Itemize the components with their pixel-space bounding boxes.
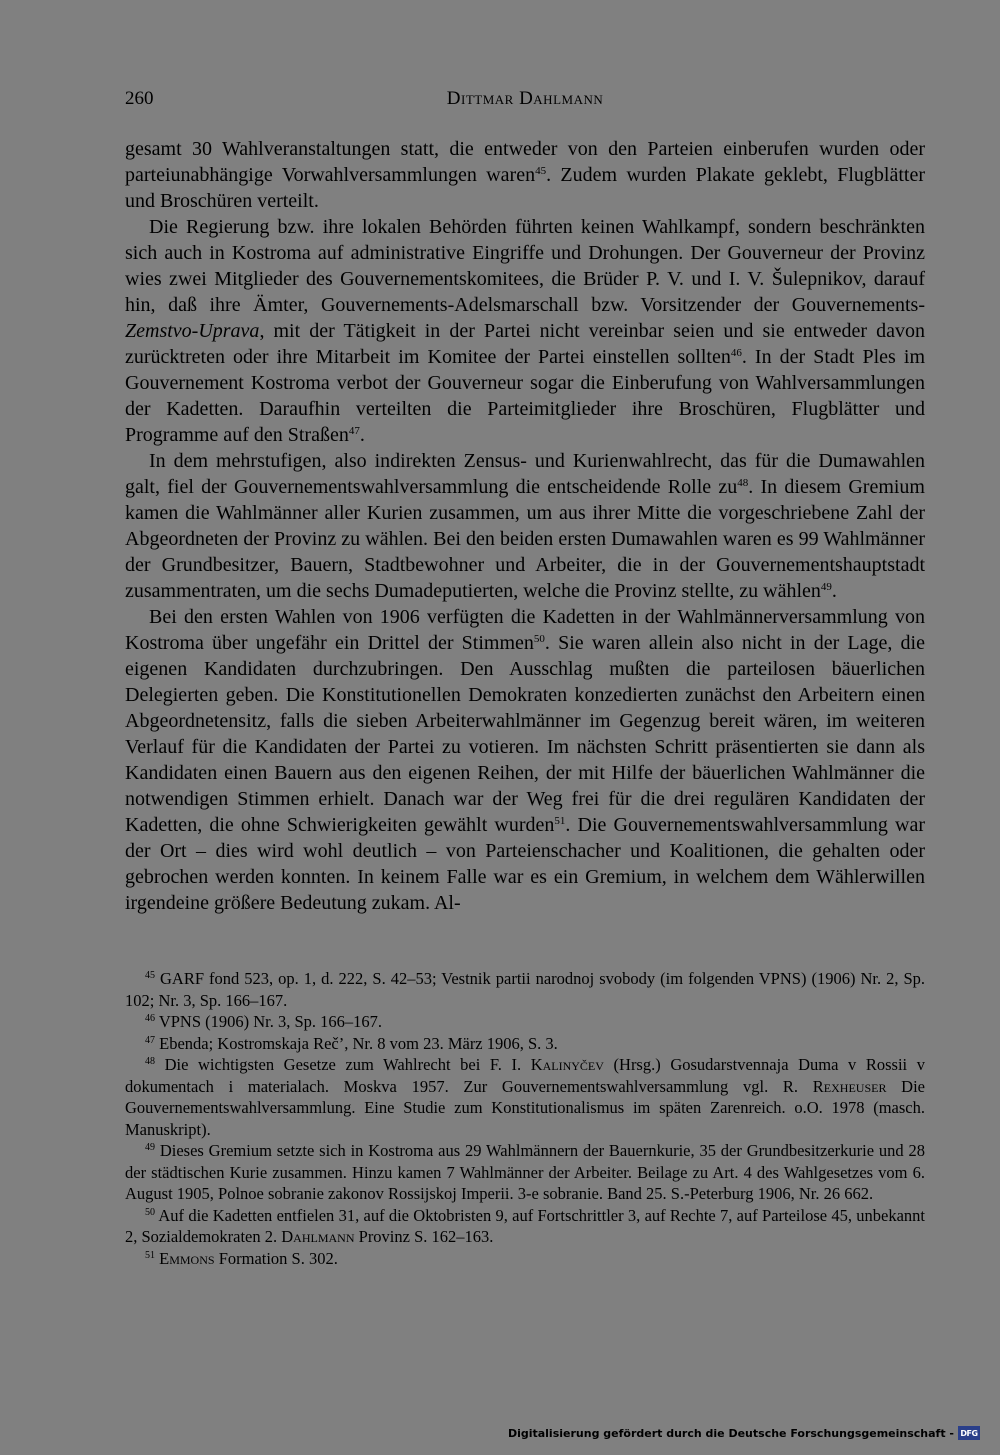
footnote-51: $^{51}$ Emmons Formation S. 302. <box>145 1248 338 1268</box>
footnote-48: $^{48}$ Die wichtigsten Gesetze zum Wahlrecht bei F. I. Kalinyčev (Hrsg.) Gosudarstvennaja Duma v Rossii v dokumentach i materialach. Moskva 1957. Zur Gouvernementswahlversammlung vgl. R. Rexheuser Die Gouvernementswahlversammlung. Eine Studie zum Konstitutionalismus im späten Zarenreich. o.O. 1978 (masch. Manuskript). <box>125 1055 925 1139</box>
footnotes <box>125 968 925 1269</box>
paragraph-1: gesamt 30 Wahlveranstaltungen statt, die entweder von den Parteien einberufen wurden oder parteiunabhängige Vorwahlversammlungen waren$^{45}$. Zudem wurden Plakate geklebt, Flugblätter und Broschüren verteilt. <box>125 138 925 212</box>
credit-text: Digitalisierung gefördert durch die Deutsche Forschungsgemeinschaft - <box>507 1426 954 1440</box>
footnote-ref-47[interactable]: 47 <box>348 425 360 437</box>
dfg-logo: DFG <box>958 1426 980 1440</box>
paragraph-4: Bei den ersten Wahlen von 1906 verfügten die Kadetten in der Wahlmännerversammlung von Kostroma über ungefähr ein Drittel der Stimmen$^{50}$. Sie waren allein also nicht in der Lage, die eigenen Kandidaten durchzubringen. Den Ausschlag mußten die parteilosen bäuerlichen Delegierten geben. Die Konstitutionellen Demokraten konzedierten zunächst den Arbeitern einen Abgeordnetensitz, falls die sieben Arbeiterwahlmänner im Gegenzug bereit wären, im weiteren Verlauf für die Kandidaten der Partei zu votieren. Im nächsten Schritt präsentierten sie dann als Kandidaten einen Bauern aus den eigenen Reihen, der mit Hilfe der bäuerlichen Wahlmänner die notwendigen Stimmen erhielt. Danach war der Weg frei für die drei regulären Kandidaten der Kadetten, die ohne Schwierigkeiten gewählt wurden$^{51}$. Die Gouvernementswahlversammlung war der Ort – dies wird wohl deutlich – von Parteienschacher und Koalitionen, die gehalten oder gebrochen werden konnten. In keinem Falle war es ein Gremium, in welchem dem Wählerwillen irgendeine größere Bedeutung zukam. Al- <box>125 606 926 914</box>
paragraph-2: Die Regierung bzw. ihre lokalen Behörden führten keinen Wahlkampf, sondern beschränkten sich auch in Kostroma auf administrative Eingriffe und Drohungen. Der Gouverneur der Provinz wies zwei Mitglieder des Gouvernementskomitees, die Brüder P. V. und I. V. Šulepnikov, darauf hin, daß ihre Ämter, Gouvernements-Adelsmarschall bzw. Vorsitzender der Gouvernements-Zemstvo-Uprava, mit der Tätigkeit in der Partei nicht vereinbar seien und sie entweder davon zurücktreten oder ihre Mitarbeit im Komitee der Partei einstellen sollten$^{46}$. In der Stadt Ples im Gouvernement Kostroma verbot der Gouverneur sogar die Einberufung von Wahlversammlungen der Kadetten. Daraufhin verteilten die Parteimitglieder ihre Broschüren, Flugblätter und Programme auf den Straßen$^{47}$. <box>125 216 925 446</box>
footnote-49: $^{49}$ Dieses Gremium setzte sich in Kostroma aus 29 Wahlmännern der Bauernkurie, 35 der Grundbesitzerkurie und 28 der städtischen Kurie zusammen. Hinzu kamen 7 Wahlmänner der Arbeiter. Beilage zu Art. 4 des Wahlgesetzes vom 6. August 1905, Polnoe sobranie zakonov Rossijskoj Imperii. 3-e sobranie. Band 25. S.-Peterburg 1906, Nr. 26 662. <box>125 1141 925 1203</box>
footnote-ref-48[interactable]: 48 <box>737 477 749 489</box>
digitization-credit <box>508 1423 980 1443</box>
footnote-47: $^{47}$ Ebenda; Kostromskaja Reč’, Nr. 8 vom 23. März 1906, S. 3. <box>145 1033 558 1053</box>
running-head <box>125 88 925 112</box>
main-text <box>125 136 925 916</box>
paragraph-3: In dem mehrstufigen, also indirekten Zensus- und Kurienwahlrecht, das für die Dumawahlen galt, fiel der Gouvernementswahlversammlung die entscheidende Rolle $zu^{48}$. In diesem Gremium kamen die Wahlmänner aller Kurien zusammen, um aus ihrer Mitte die vorgeschriebene Zahl der Abgeordneten der Provinz zu wählen. Bei den beiden ersten Dumawahlen waren es 99 Wahlmänner der Grundbesitzer, Bauern, Stadtbewohner und Arbeiter, die in der Gouvernementshauptstadt zusammentraten, um die sechs Dumadeputierten, welche die Provinz stellte, zu wählen$^{49}$. <box>125 450 925 602</box>
footnote-46: $^{46}$ VPNS (1906) Nr. 3, Sp. 166–167. <box>145 1012 383 1031</box>
footnote-ref-49[interactable]: 49 <box>820 581 832 593</box>
footnote-45: $^{45}$ GARF fond 523, op. 1, d. 222, S. 42–53; Vestnik partii narodnoj svobody (im folgenden VPNS) (1906) Nr. 2, Sp. 102; Nr. 3, Sp. 166–167. <box>125 969 926 1010</box>
footnote-ref-45[interactable]: 45 <box>535 165 547 177</box>
footnote-ref-51[interactable]: 51 <box>554 815 566 827</box>
page-number: 260 <box>125 88 154 109</box>
running-title: Dittmar Dahlmann <box>446 88 604 109</box>
footnote-ref-46[interactable]: 46 <box>730 347 742 359</box>
footnote-ref-50[interactable]: 50 <box>533 633 545 645</box>
footnote-50: $^{50}$ Auf die Kadetten entfielen 31, auf die Oktobristen 9, auf Fortschrittler 3, auf Rechte 7, auf Parteilose 45, unbekannt 2, Sozialdemokraten 2. Dahlmann Provinz S. 162–163. <box>125 1205 925 1246</box>
